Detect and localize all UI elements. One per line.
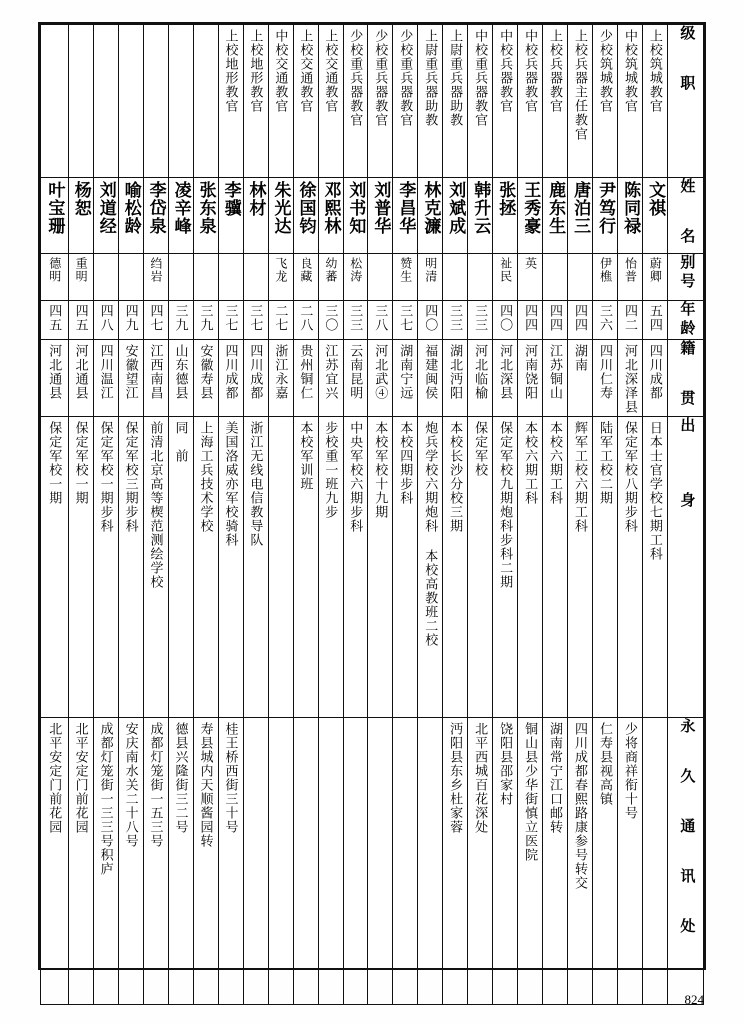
cell-age-1: 四二 <box>618 301 643 340</box>
cell-rank-15: 中校交通教官 <box>268 25 293 178</box>
header-native-place: 籍 贯 <box>668 340 704 417</box>
cell-address-6: 饶阳县邵家村 <box>493 718 518 1005</box>
row-name <box>41 178 704 254</box>
cell-native-14: 贵州铜仁 <box>293 340 318 417</box>
cell-age-0: 五四 <box>643 301 668 340</box>
cell-rank-19 <box>168 25 193 178</box>
cell-address-7: 北平西城百花深处 <box>468 718 493 1005</box>
cell-native-18: 安徽寿县 <box>193 340 218 417</box>
cell-name-15: 朱光达 <box>268 178 293 254</box>
cell-alias-22 <box>93 254 118 301</box>
header-alias: 别号 <box>668 254 704 301</box>
cell-address-10 <box>393 718 418 1005</box>
cell-name-17: 李骥 <box>218 178 243 254</box>
cell-native-0: 四川成都 <box>643 340 668 417</box>
cell-name-22: 刘道经 <box>93 178 118 254</box>
cell-origin-7: 保定军校 <box>468 417 493 718</box>
row-alias <box>41 254 704 301</box>
cell-address-17: 桂王桥西街三十号 <box>218 718 243 1005</box>
cell-name-23: 杨恕 <box>68 178 93 254</box>
cell-alias-19 <box>168 254 193 301</box>
cell-alias-11 <box>368 254 393 301</box>
cell-alias-21 <box>118 254 143 301</box>
cell-rank-0: 上校筑城教官 <box>643 25 668 178</box>
cell-native-7: 河北临榆 <box>468 340 493 417</box>
cell-alias-1: 怡普 <box>618 254 643 301</box>
cell-name-4: 鹿东生 <box>543 178 568 254</box>
cell-age-24: 四五 <box>41 301 69 340</box>
cell-name-7: 韩升云 <box>468 178 493 254</box>
cell-rank-5: 中校兵器教官 <box>518 25 543 178</box>
cell-alias-17 <box>218 254 243 301</box>
cell-age-19: 三九 <box>168 301 193 340</box>
cell-age-10: 三七 <box>393 301 418 340</box>
page-number: 824 <box>684 992 704 1007</box>
cell-age-2: 三六 <box>593 301 618 340</box>
cell-native-11: 河北武④ <box>368 340 393 417</box>
cell-native-20: 江西南昌 <box>143 340 168 417</box>
cell-rank-11: 少校重兵器教官 <box>368 25 393 178</box>
cell-address-12 <box>343 718 368 1005</box>
cell-alias-12: 松涛 <box>343 254 368 301</box>
cell-native-13: 江苏宜兴 <box>318 340 343 417</box>
cell-native-21: 安徽望江 <box>118 340 143 417</box>
cell-alias-23: 重明 <box>68 254 93 301</box>
cell-rank-24 <box>41 25 69 178</box>
cell-rank-16: 上校地形教官 <box>243 25 268 178</box>
cell-name-0: 文祺 <box>643 178 668 254</box>
cell-address-19: 德县兴隆街三二号 <box>168 718 193 1005</box>
cell-native-24: 河北通县 <box>41 340 69 417</box>
cell-age-5: 四四 <box>518 301 543 340</box>
cell-address-13 <box>318 718 343 1005</box>
cell-origin-1: 保定军校八期步科 <box>618 417 643 718</box>
cell-age-22: 四八 <box>93 301 118 340</box>
cell-alias-5: 英 <box>518 254 543 301</box>
cell-address-15 <box>268 718 293 1005</box>
cell-alias-10: 赞生 <box>393 254 418 301</box>
cell-age-4: 四四 <box>543 301 568 340</box>
cell-native-2: 四川仁寿 <box>593 340 618 417</box>
cell-origin-6: 保定军校九期炮科步科二期 <box>493 417 518 718</box>
cell-age-23: 四五 <box>68 301 93 340</box>
cell-native-5: 河南饶阳 <box>518 340 543 417</box>
cell-name-19: 凌辛峰 <box>168 178 193 254</box>
row-age <box>41 301 704 340</box>
cell-rank-9: 上尉重兵器助教 <box>418 25 443 178</box>
cell-native-10: 湖南宁远 <box>393 340 418 417</box>
cell-rank-4: 上校兵器教官 <box>543 25 568 178</box>
cell-name-1: 陈同禄 <box>618 178 643 254</box>
cell-address-0 <box>643 718 668 1005</box>
cell-alias-8 <box>443 254 468 301</box>
cell-name-6: 张拯 <box>493 178 518 254</box>
cell-native-1: 河北深泽县 <box>618 340 643 417</box>
row-native-place <box>41 340 704 417</box>
cell-age-13: 三〇 <box>318 301 343 340</box>
cell-alias-24: 德明 <box>41 254 69 301</box>
cell-rank-10: 少校重兵器教官 <box>393 25 418 178</box>
cell-native-22: 四川温江 <box>93 340 118 417</box>
cell-age-7: 三三 <box>468 301 493 340</box>
cell-name-20: 李岱泉 <box>143 178 168 254</box>
cell-rank-2: 少校筑城教官 <box>593 25 618 178</box>
header-origin: 出 身 <box>668 417 704 718</box>
cell-address-4: 湖南常宁江口邮转 <box>543 718 568 1005</box>
cell-rank-20 <box>143 25 168 178</box>
cell-alias-9: 明清 <box>418 254 443 301</box>
cell-alias-7 <box>468 254 493 301</box>
cell-address-11 <box>368 718 393 1005</box>
cell-rank-23 <box>68 25 93 178</box>
cell-age-11: 三八 <box>368 301 393 340</box>
cell-native-17: 四川成都 <box>218 340 243 417</box>
cell-rank-22 <box>93 25 118 178</box>
cell-origin-8: 本校长沙分校三期 <box>443 417 468 718</box>
records-grid <box>40 24 704 1005</box>
cell-name-9: 林克濂 <box>418 178 443 254</box>
cell-age-9: 四〇 <box>418 301 443 340</box>
cell-name-18: 张东泉 <box>193 178 218 254</box>
header-address: 永 久 通 讯 处 <box>668 718 704 1005</box>
cell-origin-9: 炮兵学校六期炮科 本校高教班二校 <box>418 417 443 718</box>
cell-native-8: 湖北沔阳 <box>443 340 468 417</box>
cell-age-16: 三七 <box>243 301 268 340</box>
cell-address-9 <box>418 718 443 1005</box>
cell-origin-18: 上海工兵技术学校 <box>193 417 218 718</box>
cell-alias-2: 伊樵 <box>593 254 618 301</box>
cell-alias-14: 良藏 <box>293 254 318 301</box>
cell-name-21: 喻松龄 <box>118 178 143 254</box>
cell-rank-17: 上校地形教官 <box>218 25 243 178</box>
cell-address-18: 寿县城内天顺酱园转 <box>193 718 218 1005</box>
cell-age-3: 四四 <box>568 301 593 340</box>
cell-address-5: 铜山县少华街慎立医院 <box>518 718 543 1005</box>
cell-origin-23: 保定军校一期 <box>68 417 93 718</box>
cell-alias-4 <box>543 254 568 301</box>
cell-age-14: 二八 <box>293 301 318 340</box>
cell-name-8: 刘斌成 <box>443 178 468 254</box>
cell-origin-19: 同 前 <box>168 417 193 718</box>
cell-rank-1: 中校筑城教官 <box>618 25 643 178</box>
cell-address-24: 北平安定门前花园 <box>41 718 69 1005</box>
row-address <box>41 718 704 1005</box>
cell-name-16: 林材 <box>243 178 268 254</box>
cell-address-22: 成都灯笼街一三三号积庐 <box>93 718 118 1005</box>
cell-origin-14: 本校军训班 <box>293 417 318 718</box>
cell-alias-0: 蔚卿 <box>643 254 668 301</box>
cell-native-12: 云南昆明 <box>343 340 368 417</box>
cell-address-23: 北平安定门前花园 <box>68 718 93 1005</box>
cell-origin-15 <box>268 417 293 718</box>
header-rank-title: 级 职 <box>668 25 704 178</box>
row-origin <box>41 417 704 718</box>
cell-origin-4: 本校六期工科 <box>543 417 568 718</box>
cell-alias-16 <box>243 254 268 301</box>
cell-age-18: 三九 <box>193 301 218 340</box>
cell-origin-24: 保定军校一期 <box>41 417 69 718</box>
cell-alias-3 <box>568 254 593 301</box>
cell-alias-6: 祉民 <box>493 254 518 301</box>
cell-native-4: 江苏铜山 <box>543 340 568 417</box>
cell-rank-14: 上校交通教官 <box>293 25 318 178</box>
cell-age-21: 四九 <box>118 301 143 340</box>
cell-address-16 <box>243 718 268 1005</box>
cell-origin-21: 保定军校三期步科 <box>118 417 143 718</box>
cell-origin-17: 美国洛威亦军校骑科 <box>218 417 243 718</box>
cell-rank-12: 少校重兵器教官 <box>343 25 368 178</box>
header-age: 年龄 <box>668 301 704 340</box>
cell-address-3: 四川成都春熙路康参号转交 <box>568 718 593 1005</box>
cell-name-5: 王秀豪 <box>518 178 543 254</box>
cell-origin-12: 中央军校六期步科 <box>343 417 368 718</box>
cell-alias-13: 幼蕃 <box>318 254 343 301</box>
header-name: 姓 名 <box>668 178 704 254</box>
cell-rank-8: 上尉重兵器助教 <box>443 25 468 178</box>
cell-origin-20: 前清北京高等楔范测绘学校 <box>143 417 168 718</box>
cell-age-20: 四七 <box>143 301 168 340</box>
cell-rank-6: 中校兵器教官 <box>493 25 518 178</box>
cell-address-21: 安庆南水关二十八号 <box>118 718 143 1005</box>
cell-native-16: 四川成都 <box>243 340 268 417</box>
cell-origin-0: 日本士官学校七期工科 <box>643 417 668 718</box>
cell-origin-3: 辉军工校六期工科 <box>568 417 593 718</box>
cell-origin-2: 陆军工校二期 <box>593 417 618 718</box>
personnel-table <box>38 22 706 970</box>
cell-age-15: 二七 <box>268 301 293 340</box>
cell-rank-21 <box>118 25 143 178</box>
cell-origin-16: 浙江无线电信教导队 <box>243 417 268 718</box>
cell-origin-10: 本校四期步科 <box>393 417 418 718</box>
cell-name-14: 徐国钧 <box>293 178 318 254</box>
cell-alias-18 <box>193 254 218 301</box>
cell-native-6: 河北深县 <box>493 340 518 417</box>
cell-address-14 <box>293 718 318 1005</box>
cell-rank-18 <box>193 25 218 178</box>
cell-name-11: 刘普华 <box>368 178 393 254</box>
cell-name-13: 邓熙林 <box>318 178 343 254</box>
cell-origin-5: 本校六期工科 <box>518 417 543 718</box>
cell-age-17: 三七 <box>218 301 243 340</box>
cell-native-19: 山东德县 <box>168 340 193 417</box>
cell-name-24: 叶宝珊 <box>41 178 69 254</box>
cell-rank-3: 上校兵器主任教官 <box>568 25 593 178</box>
cell-native-15: 浙江永嘉 <box>268 340 293 417</box>
cell-rank-7: 中校重兵器教官 <box>468 25 493 178</box>
cell-rank-13: 上校交通教官 <box>318 25 343 178</box>
cell-name-2: 尹笃行 <box>593 178 618 254</box>
cell-native-9: 福建闽侯 <box>418 340 443 417</box>
cell-native-23: 河北通县 <box>68 340 93 417</box>
cell-address-20: 成都灯笼街一五三号 <box>143 718 168 1005</box>
cell-name-12: 刘书知 <box>343 178 368 254</box>
cell-alias-20: 绉岩 <box>143 254 168 301</box>
cell-age-12: 三三 <box>343 301 368 340</box>
cell-age-6: 四〇 <box>493 301 518 340</box>
cell-address-8: 沔阳县东乡杜家蓉 <box>443 718 468 1005</box>
row-rank <box>41 25 704 178</box>
cell-address-2: 仁寿县视高镇 <box>593 718 618 1005</box>
cell-alias-15: 飞龙 <box>268 254 293 301</box>
cell-name-10: 李昌华 <box>393 178 418 254</box>
cell-address-1: 少将商祥衔十号 <box>618 718 643 1005</box>
cell-name-3: 唐泊三 <box>568 178 593 254</box>
cell-origin-11: 本校军校十九期 <box>368 417 393 718</box>
cell-origin-13: 步校重一班九步 <box>318 417 343 718</box>
cell-origin-22: 保定军校一期步科 <box>93 417 118 718</box>
cell-native-3: 湖南 <box>568 340 593 417</box>
cell-age-8: 三三 <box>443 301 468 340</box>
